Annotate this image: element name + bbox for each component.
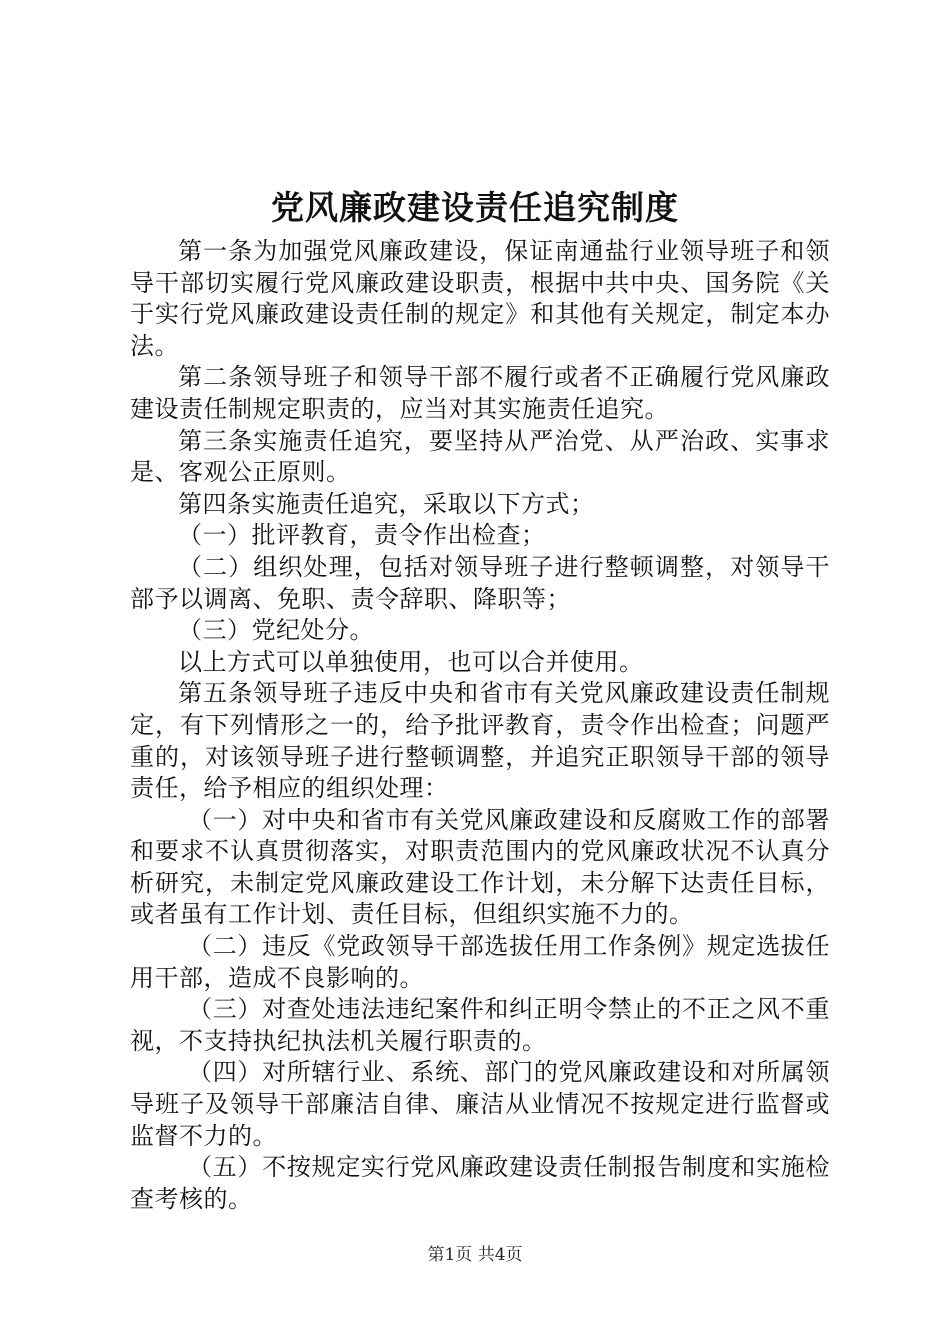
document-body bbox=[130, 236, 830, 1215]
paragraph-case-2: （二）违反《党政领导干部选拔任用工作条例》规定选拔任用干部，造成不良影响的。 bbox=[130, 932, 830, 992]
paragraph-article-1: 第一条为加强党风廉政建设，保证南通盐行业领导班子和领导干部切实履行党风廉政建设职责，根据中共中央、国务院《关于实行党风廉政建设责任制的规定》和其他有关规定，制定本办法。 bbox=[130, 237, 830, 360]
paragraph-case-1: （一）对中央和省市有关党风廉政建设和反腐败工作的部署和要求不认真贯彻落实，对职责范围内的党风廉政状况不认真分析研究，未制定党风廉政建设工作计划，未分解下达责任目标，或者虽有工作计划、责任目标，但组织实施不力的。 bbox=[130, 805, 830, 929]
paragraph-article-2: 第二条领导班子和领导干部不履行或者不正确履行党风廉政建设责任制规定职责的，应当对其实施责任追究。 bbox=[130, 363, 830, 423]
paragraph-case-5: （五）不按规定实行党风廉政建设责任制报告制度和实施检查考核的。 bbox=[130, 1153, 830, 1213]
paragraph-method-3: （三）党纪处分。 bbox=[178, 616, 374, 645]
paragraph-case-4: （四）对所辖行业、系统、部门的党风廉政建设和对所属领导班子及领导干部廉洁自律、廉洁从业情况不按规定进行监督或监督不力的。 bbox=[130, 1058, 830, 1150]
paragraph-article-4: 第四条实施责任追究，采取以下方式； bbox=[178, 489, 595, 518]
page-number-footer: 第1页 共4页 bbox=[427, 1245, 523, 1265]
paragraph-method-2: （二）组织处理，包括对领导班子进行整顿调整，对领导干部予以调离、免职、责令辞职、降职等； bbox=[130, 552, 830, 613]
paragraph-case-3: （三）对查处违法违纪案件和纠正明令禁止的不正之风不重视，不支持执纪执法机关履行职责的。 bbox=[130, 995, 830, 1055]
paragraph-methods-note: 以上方式可以单独使用，也可以合并使用。 bbox=[178, 647, 644, 676]
document-title: 党风廉政建设责任追究制度 bbox=[271, 188, 679, 227]
paragraph-article-3: 第三条实施责任追究，要坚持从严治党、从严治政、实事求是、客观公正原则。 bbox=[130, 426, 830, 487]
paragraph-article-5: 第五条领导班子违反中央和省市有关党风廉政建设责任制规定，有下列情形之一的，给予批评教育，责令作出检查；问题严重的，对该领导班子进行整顿调整，并追究正职领导干部的领导责任，给予相应的组织处理： bbox=[130, 679, 830, 803]
paragraph-method-1: （一）批评教育，责令作出检查； bbox=[178, 521, 546, 550]
